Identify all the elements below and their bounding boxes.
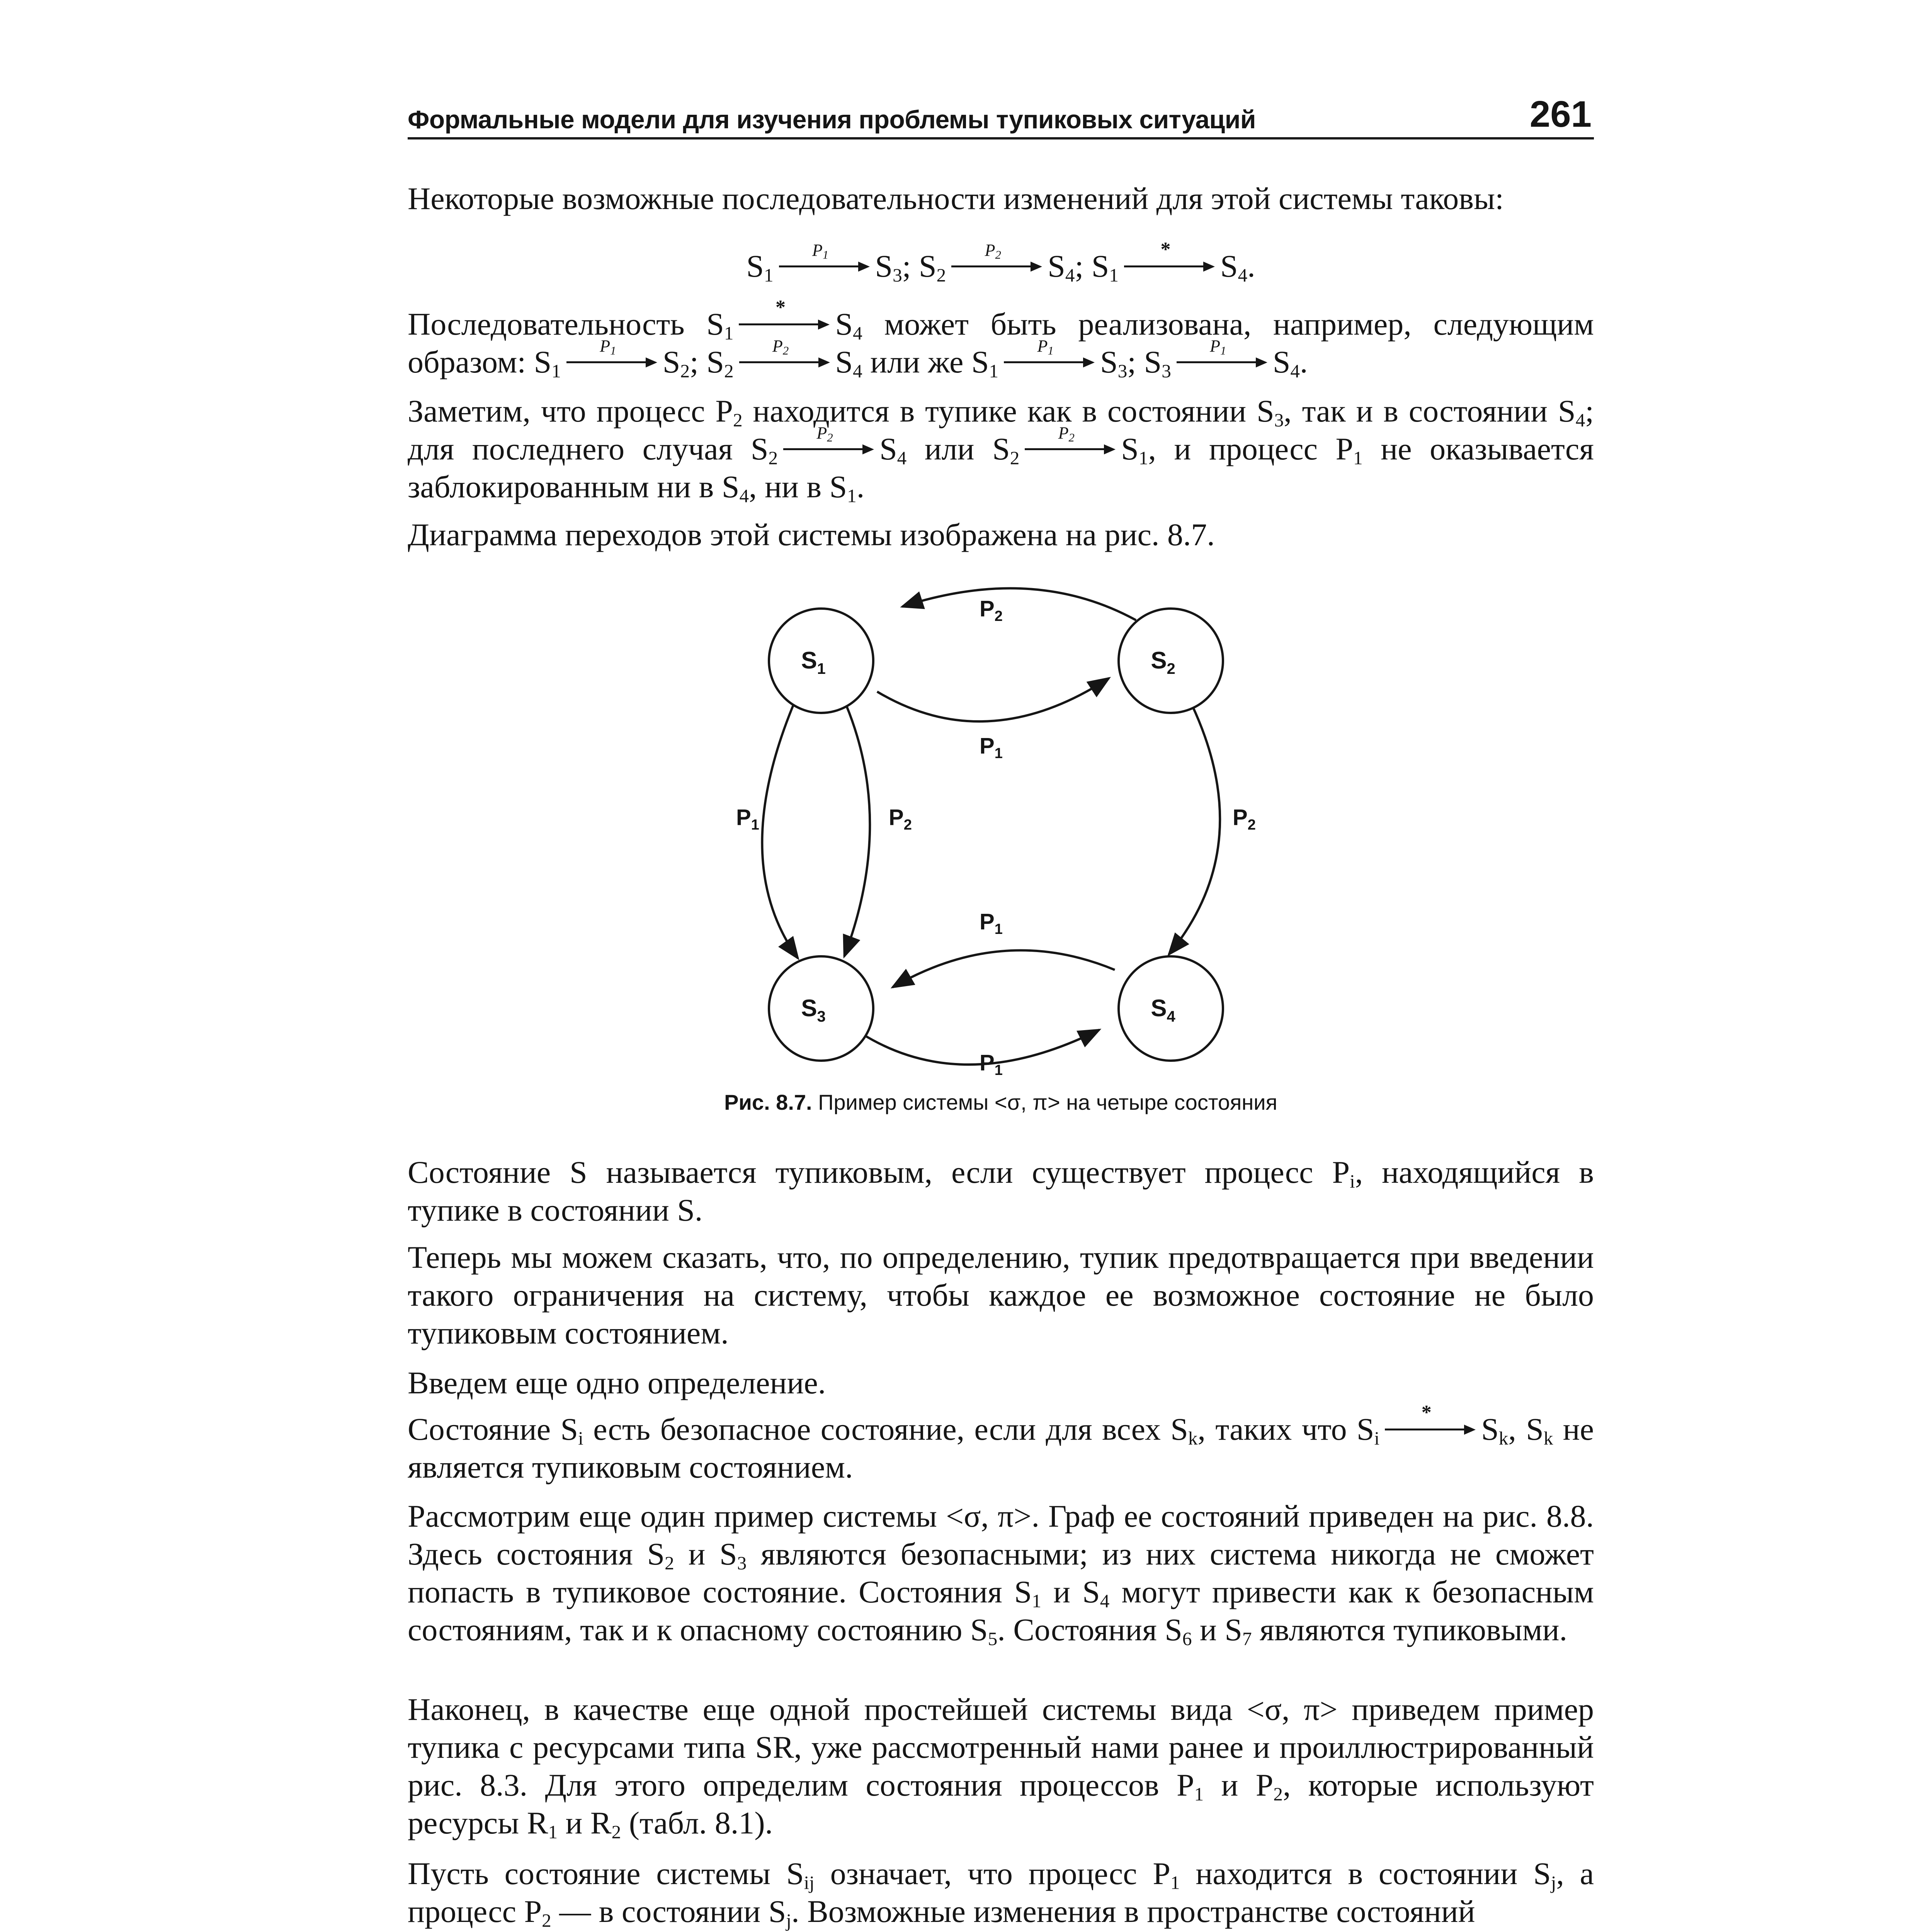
edge-s2-s4 [1169,705,1220,954]
edge-label-s2-s4: $P_2$ [1233,805,1256,833]
chapter-title: Формальные модели для изучения проблемы тупиковых ситуаций [408,105,1256,134]
state-label-s2: $S_2$ [1151,647,1175,677]
state-label-s4: $S_4$ [1151,995,1175,1025]
formula-sequences: $S_1$ $P_1$ $S_3$; $S_2$ $P_2$ $S_4$; $S_1$ * $S_4$. [746,238,1255,286]
paragraph-sequence-realization: Последовательность $S_1$ * $S_4$ может быть реализована, например, следующим образом: $S_1$ $P_1$ $S_2$; $S_2$ $P_2$ $S_4$ или же $S_1$ $P_1$ $S_3$; $S_3$ $P_1$ $S_4$. [408,296,1594,382]
edge-label-s4-s3: $P_1$ [980,909,1003,937]
arrow-p2: $P_2$ [1025,433,1116,456]
state-label-s1: $S_1$ [801,647,826,677]
edge-label-s2-s1: $P_2$ [980,596,1003,624]
paragraph-prevention: Теперь мы можем сказать, что, по определению, тупик предотвращается при введении такого ограничения на систему, чтобы каждое ее возможное состояние не было тупиковым состоянием. [408,1240,1594,1350]
arrow-star: * [1124,250,1215,274]
page-number: 261 [1529,94,1592,135]
paragraph-example-system: Рассмотрим еще один пример системы <σ, π>. Граф ее состояний приведен на рис. 8.8. Здесь состояния $S_2$ и $S_3$ являются безопасными; из них система никогда не сможет попасть в тупиковое состояние. Состояния $S_1$ и $S_4$ могут привести как к безопасным состояниям, так и к опасному состоянию $S_5$. Состояния $S_6$ и $S_7$ являются тупиковыми. [408,1498,1594,1650]
arrow-star: * [1385,1413,1476,1437]
caption-label: Рис. 8.7. [724,1090,812,1114]
edge-s1-s3-left [762,703,798,958]
paragraph-intro: Некоторые возможные последовательности изменений для этой системы таковы: [408,181,1504,216]
nodes [769,609,1223,1061]
arrow-star: * [739,308,830,332]
paragraph-deadlock-note: Заметим, что процесс $P_2$ находится в тупике как в состоянии $S_3$, так и в состоянии $S_4$; для последнего случая $S_2$ $P_2$ $S_4$ или $S_2$ $P_2$ $S_1$, и процесс $P_1$ не оказывается заблокированным ни в $S_4$, ни в $S_1$. [408,393,1594,507]
edge-s2-s1 [902,588,1136,620]
state-label-s3: $S_3$ [801,995,826,1025]
arrow-p2: $P_2$ [951,250,1042,274]
arrow-p1: $P_1$ [779,250,870,274]
edge-label-s1-s3-left: $P_1$ [736,805,759,833]
paragraph-safe-state: Состояние $S_i$ есть безопасное состояние, если для всех $S_k$, таких что $S_i$ * $S_k$, $S_k$ не является тупиковым состоянием. [408,1401,1594,1485]
paragraph-state-space: Пусть состояние системы $S_{ij}$ означает, что процесс $P_1$ находится в состоянии $S_j$, а процесс $P_2$ — в состоянии $S_j$. Возможные изменения в пространстве состояний [408,1856,1594,1931]
arrow-p2: $P_2$ [783,433,874,456]
edge-s4-s3 [893,950,1115,987]
arrow-p1: $P_1$ [1004,346,1095,369]
paragraph-deadlock-definition: Состояние S называется тупиковым, если существует процесс $P_i$, находящийся в тупике в состоянии S. [408,1155,1594,1228]
edge-s1-s2 [877,678,1109,721]
edge-s1-s3-right [844,705,870,956]
edge-label-s1-s2: $P_1$ [980,733,1003,762]
figure-caption [408,1090,1594,1115]
paragraph-sr-resources: Наконец, в качестве еще одной простейшей системы вида <σ, π> приведем пример тупика с ресурсами типа SR, уже рассмотренный нами ранее и проиллюстрированный рис. 8.3. Для этого определим состояния процессов $P_1$ и $P_2$, которые используют ресурсы $R_1$ и $R_2$ (табл. 8.1). [408,1692,1594,1843]
edge-label-s1-s3-right: $P_2$ [889,805,912,833]
paragraph-diagram-ref: Диаграмма переходов этой системы изображена на рис. 8.7. [408,517,1215,552]
arrow-p1: $P_1$ [1177,346,1267,369]
edge-label-s3-s4: $P_1$ [980,1050,1003,1078]
arrow-p1: $P_1$ [566,346,657,369]
state-transition-diagram [736,583,1258,1086]
running-header [408,91,1594,139]
caption-text: Пример системы <σ, π> на четыре состояния [818,1090,1277,1114]
paragraph-another-definition: Введем еще одно определение. [408,1365,826,1400]
arrow-p2: $P_2$ [739,346,830,369]
